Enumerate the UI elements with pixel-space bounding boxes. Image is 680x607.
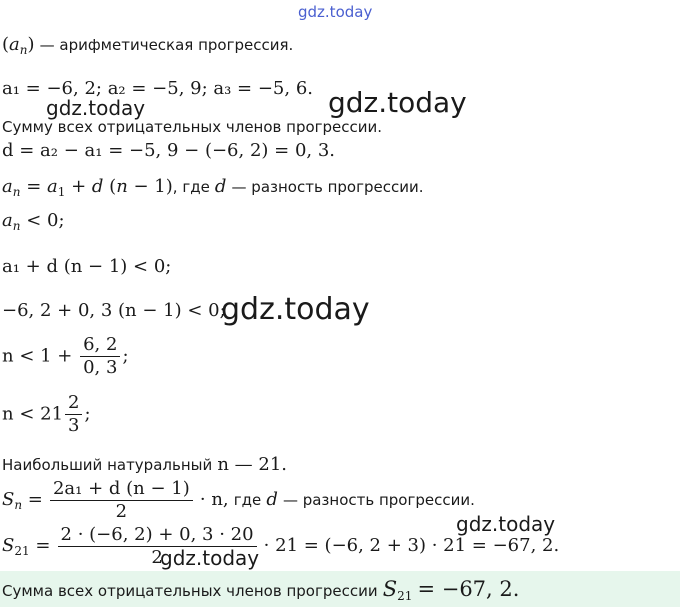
watermark: gdz.today bbox=[328, 86, 467, 119]
sequence-symbol: $(a_n)$ bbox=[2, 34, 35, 57]
inequality-4: n < 1 + $\frac{6, 2}{0, 3}$ ; bbox=[2, 334, 129, 378]
fraction: $\frac{\text{2a₁ + d (n − 1)}}{2}$ bbox=[50, 478, 193, 523]
sum-formula: $S_n$ = $\frac{\text{2a₁ + d (n − 1)}}{2}$ · n, где d — разность прогрессии. bbox=[2, 478, 475, 522]
title-text: — арифметическая прогрессия. bbox=[39, 36, 294, 54]
task-text: Сумму всех отрицательных членов прогрессии. bbox=[2, 118, 383, 136]
inequality-2: a₁ + d (n − 1) < 0; bbox=[2, 256, 172, 277]
watermark: gdz.today bbox=[298, 3, 373, 21]
watermark: gdz.today bbox=[160, 546, 260, 570]
sum-21-calc: $S_{21}$ = $\frac{2 \cdot (-6, 2) + 0, 3 \cdot 20}{2}$ · 21 = (−6, 2 + 3) · 21 = −67, 2. bbox=[2, 524, 560, 568]
answer-value: = −67, 2. bbox=[417, 577, 520, 601]
difference-calc: d = a₂ − a₁ = −5, 9 − (−6, 2) = 0, 3. bbox=[2, 140, 336, 161]
watermark: gdz.today bbox=[46, 96, 146, 120]
watermark: gdz.today bbox=[456, 512, 556, 536]
inequality-5: n < 21 $\frac{2}{3}$ ; bbox=[2, 392, 91, 436]
inequality-3: −6, 2 + 0, 3 (n − 1) < 0; bbox=[2, 300, 226, 321]
given-terms: a₁ = −6, 2; a₂ = −5, 9; a₃ = −5, 6. bbox=[2, 78, 314, 99]
answer-text: Сумма всех отрицательных членов прогрессии bbox=[2, 582, 378, 600]
fraction: $\frac{2 \cdot (-6, 2) + 0, 3 \cdot 20}{2}$ bbox=[58, 524, 257, 569]
watermark: gdz.today bbox=[221, 292, 370, 327]
answer-box: Сумма всех отрицательных членов прогрессии $S_{21} = -67$, 2. bbox=[0, 571, 680, 607]
largest-natural: Наибольший натуральный n — 21. bbox=[2, 454, 287, 475]
title-line bbox=[2, 34, 293, 57]
fraction: $\frac{6, 2}{0, 3}$ bbox=[80, 334, 120, 379]
fraction: $\frac{2}{3}$ bbox=[65, 392, 82, 437]
inequality-1: $a_n < 0$; bbox=[2, 210, 65, 233]
nth-term-formula: $a_n = a_1 + d$ (n − 1), где d — разность прогрессии. bbox=[2, 176, 424, 199]
